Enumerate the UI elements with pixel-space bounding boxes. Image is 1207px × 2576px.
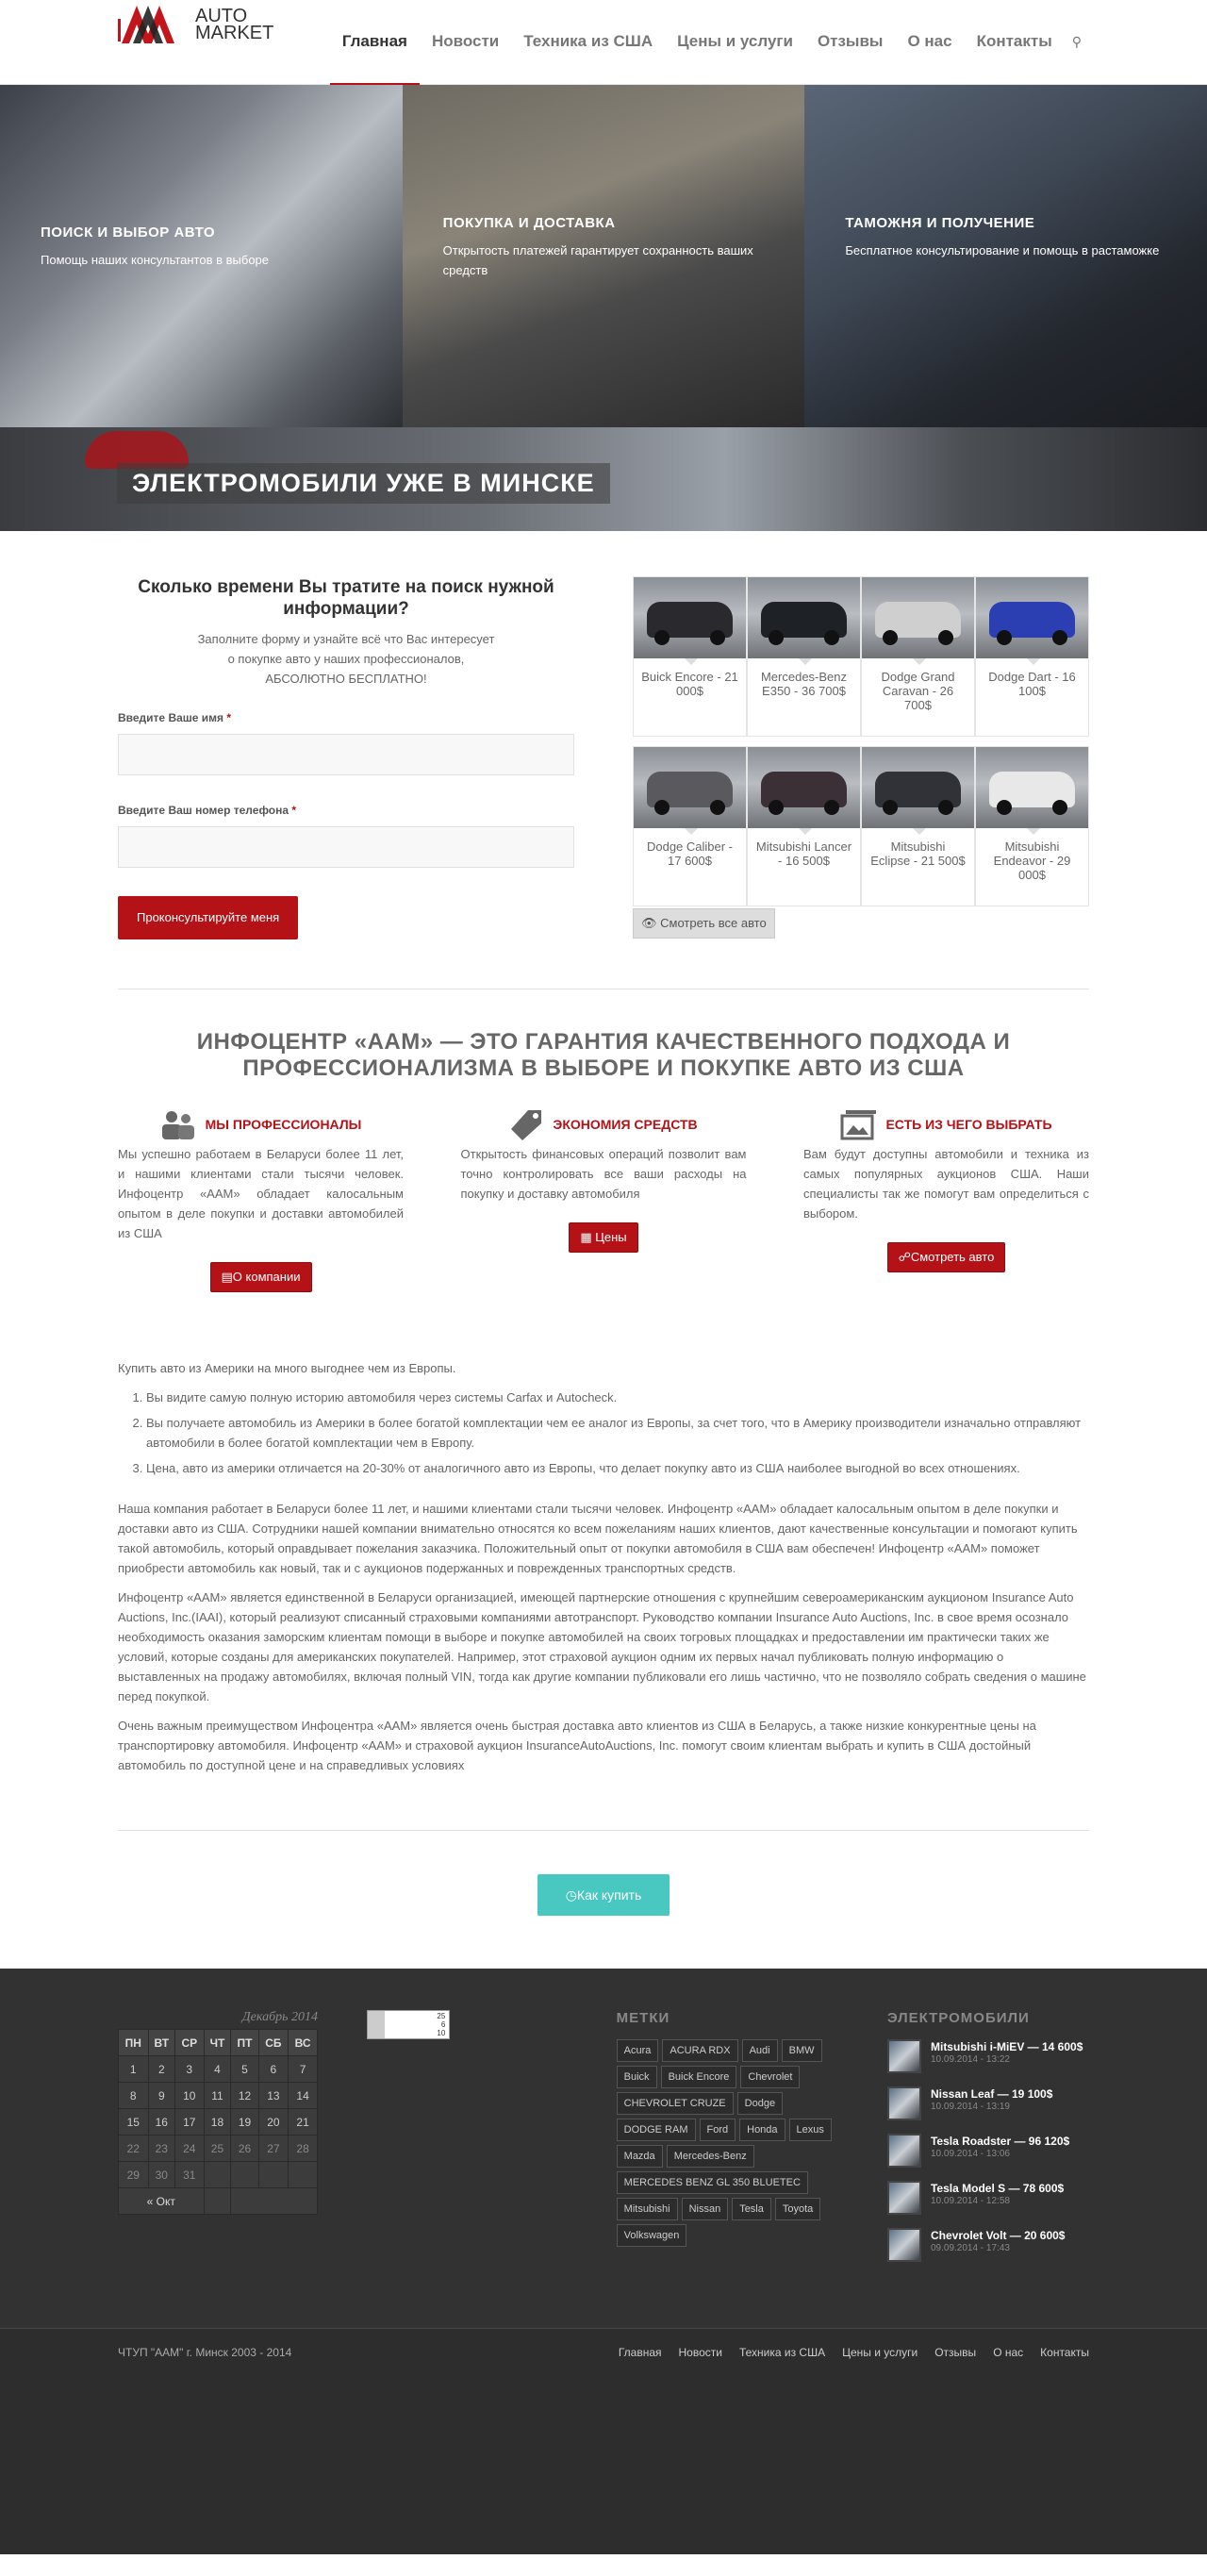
calendar-day: 20 <box>258 2109 289 2136</box>
calendar <box>118 2029 318 2215</box>
nav-prices[interactable]: Цены и услуги <box>677 32 793 50</box>
tag-link[interactable]: Lexus <box>789 2119 832 2141</box>
clock-icon: ◷ <box>565 1887 577 1903</box>
calendar-day: 17 <box>175 2109 204 2136</box>
tag-link[interactable]: Toyota <box>775 2198 820 2220</box>
calendar-day: 1 <box>119 2056 149 2083</box>
nav-home[interactable]: Главная <box>330 0 420 84</box>
calendar-day: 29 <box>119 2162 149 2188</box>
hero-text: Открытость платежей гарантирует сохранность ваших средств <box>442 243 753 277</box>
site-header <box>0 0 1207 85</box>
calendar-day: 21 <box>289 2109 318 2136</box>
calendar-day: 4 <box>204 2056 231 2083</box>
main-nav <box>330 0 1089 84</box>
feature-text: Вам будут доступны автомобили и техника из самых популярных аукционов США. Наши специалисты так же помогут вам определиться с выбором. <box>803 1147 1089 1221</box>
tag-link[interactable]: ACURA RDX <box>662 2039 737 2062</box>
prices-button[interactable]: ▦ Цены <box>569 1222 637 1253</box>
people-icon <box>160 1109 196 1139</box>
calendar-day: 14 <box>289 2083 318 2109</box>
calendar-day <box>204 2162 231 2188</box>
wallet-icon: ▦ <box>580 1230 592 1244</box>
view-cars-button[interactable]: ☍Смотреть авто <box>887 1242 1006 1272</box>
car-card[interactable] <box>633 576 747 737</box>
tag-link[interactable]: Volkswagen <box>617 2224 687 2247</box>
tag-link[interactable]: Honda <box>739 2119 785 2141</box>
feature-text: Открытость финансовых операций позволит вам точно контролировать все ваши расходы на покупку и доставку автомобиля <box>460 1147 747 1201</box>
calendar-widget <box>118 2010 318 2275</box>
footer <box>0 1969 1207 2328</box>
tag-link[interactable]: Mitsubishi <box>617 2198 678 2220</box>
calendar-day: 18 <box>204 2109 231 2136</box>
footer-nav-usa[interactable]: Техника из США <box>738 2346 826 2359</box>
car-photo <box>976 747 1088 828</box>
calendar-day: 8 <box>119 2083 149 2109</box>
article-paragraph: Очень важным преимуществом Инфоцентра «ААМ» является очень быстрая доставка авто клиентов из США в Беларусь, а также низкие конкурентные цены на транспортировку автомобиля. Инфоцентр «ААМ» и страховой аукцион InsuranceAutoAuctions, Inc. помогут своим клиентам выбрать и купить в США достойный автомобиль по доступной цене и на справедливых условиях <box>118 1719 1036 1772</box>
hero-panels <box>0 85 1207 427</box>
car-photo <box>862 747 974 828</box>
calendar-empty <box>204 2188 231 2215</box>
calendar-day: 27 <box>258 2136 289 2162</box>
calendar-day-header: СБ <box>258 2030 289 2056</box>
nav-news[interactable]: Новости <box>431 32 500 50</box>
post-thumbnail <box>887 2134 921 2168</box>
article <box>118 1358 1089 1775</box>
post-thumbnail <box>887 2181 921 2215</box>
tag-link[interactable]: DODGE RAM <box>617 2119 696 2141</box>
car-card[interactable] <box>861 746 975 906</box>
list-item: 2. Вы получаете автомобиль из Америки в более богатой комплектации чем ее аналог из Европы, за счет того, что в Америку производители изначально отправляют автомобили в более богатой комплектации чем в Европу. <box>146 1413 1089 1453</box>
gallery-icon <box>840 1108 876 1140</box>
footer-nav <box>602 2346 1089 2359</box>
tags-widget <box>617 2010 838 2275</box>
post-item[interactable] <box>887 2228 1089 2262</box>
calendar-day: 26 <box>231 2136 258 2162</box>
tag-link[interactable]: Ford <box>700 2119 736 2141</box>
car-caption: Mitsubishi Lancer - 16 500$ <box>755 839 852 868</box>
list-item: 1. Вы видите самую полную историю автомобиля через системы Carfax и Autocheck. <box>146 1388 1089 1407</box>
post-item[interactable] <box>887 2134 1089 2168</box>
view-all-cars-button[interactable]: 👁 Смотреть все авто <box>633 908 775 939</box>
post-thumbnail <box>887 2086 921 2120</box>
calendar-day <box>258 2162 289 2188</box>
tag-link[interactable]: CHEVROLET CRUZE <box>617 2092 734 2115</box>
hero-title: ТАМОЖНЯ И ПОЛУЧЕНИЕ <box>845 215 1035 231</box>
form-title: Сколько времени Вы тратите на поиск нужной информации? <box>138 577 554 619</box>
post-item[interactable] <box>887 2086 1089 2120</box>
calendar-day: 30 <box>148 2162 175 2188</box>
banner-title: ЭЛЕКТРОМОБИЛИ УЖЕ В МИНСКЕ <box>117 463 610 504</box>
tag-link[interactable]: Buick Encore <box>661 2066 737 2088</box>
post-thumbnail <box>887 2228 921 2262</box>
electric-cars-banner[interactable] <box>0 427 1207 531</box>
calendar-day: 23 <box>148 2136 175 2162</box>
tag-link[interactable]: Mercedes-Benz <box>667 2145 754 2168</box>
calendar-day: 19 <box>231 2109 258 2136</box>
calendar-day: 24 <box>175 2136 204 2162</box>
calendar-empty <box>231 2188 318 2215</box>
footer-nav-contacts[interactable]: Контакты <box>1040 2346 1089 2359</box>
calendar-day-header: ВТ <box>148 2030 175 2056</box>
hero-text: Бесплатное консультирование и помощь в растаможке <box>845 243 1160 258</box>
post-item[interactable] <box>887 2181 1089 2215</box>
hero-title: ПОКУПКА И ДОСТАВКА <box>442 215 616 231</box>
hero-title: ПОИСК И ВЫБОР АВТО <box>41 224 216 241</box>
calendar-day-header: ЧТ <box>204 2030 231 2056</box>
eye-icon: 👁 <box>641 916 657 930</box>
how-to-buy-button[interactable]: ◷Как купить <box>537 1874 670 1916</box>
nav-about[interactable]: О нас <box>907 32 952 50</box>
tag-link[interactable]: Tesla <box>732 2198 771 2220</box>
car-card[interactable] <box>975 746 1089 906</box>
car-card[interactable] <box>633 746 747 906</box>
car-icon: ☍ <box>898 1250 911 1264</box>
post-title[interactable]: Mitsubishi i-MiEV — 14 600$ <box>930 2040 1083 2053</box>
calendar-prev-link[interactable]: « Окт <box>119 2188 205 2215</box>
feature-text: Мы успешно работаем в Беларуси более 11 лет, и нашими клиентами стали тысячи человек. Инфоцентр «ААМ» обладает калосальным опытом в деле покупки и доставки автомобилей из США <box>118 1147 404 1240</box>
hero-panel-delivery[interactable] <box>403 85 805 427</box>
article-intro: Купить авто из Америки на много выгоднее чем из Европы. <box>118 1361 456 1375</box>
tag-link[interactable]: Mazda <box>617 2145 663 2168</box>
tag-link[interactable]: Audi <box>742 2039 778 2062</box>
posts-title: ЭЛЕКТРОМОБИЛИ <box>886 2010 1030 2026</box>
consult-form <box>118 576 574 939</box>
price-tag-icon <box>509 1108 543 1140</box>
footer-nav-prices[interactable]: Цены и услуги <box>842 2346 918 2359</box>
car-photo <box>748 747 860 828</box>
posts-widget <box>887 2010 1089 2275</box>
calendar-day-header: ПН <box>119 2030 149 2056</box>
footer-nav-news[interactable]: Новости <box>678 2346 722 2359</box>
car-card[interactable] <box>975 576 1089 737</box>
tag-link[interactable]: Nissan <box>682 2198 729 2220</box>
calendar-day-header: ПТ <box>231 2030 258 2056</box>
calendar-day-header: СР <box>175 2030 204 2056</box>
socket <box>0 2328 1207 2554</box>
name-input[interactable] <box>118 734 574 775</box>
car-photo <box>862 577 974 658</box>
car-photo <box>634 747 746 828</box>
feature-professionals: МЫ ПРОФЕССИОНАЛЫ Мы успешно работаем в Беларуси более 11 лет, и нашими клиентами стали тысячи человек. Инфоцентр «ААМ» обладает калосальным опытом в деле покупки и доставки автомобилей из США ▤О компании <box>118 1108 404 1292</box>
post-date: 10.09.2014 - 13:19 <box>930 2102 1010 2112</box>
calendar-day: 25 <box>204 2136 231 2162</box>
tag-link[interactable]: BMW <box>782 2039 822 2062</box>
car-card[interactable] <box>861 576 975 737</box>
nav-reviews[interactable]: Отзывы <box>817 32 884 50</box>
copyright: ЧТУП "ААМ" г. Минск 2003 - 2014 <box>118 2346 292 2359</box>
calendar-day: 10 <box>175 2083 204 2109</box>
calendar-caption: Декабрь 2014 <box>241 2010 318 2024</box>
info-title: ИНФОЦЕНТР «ААМ» — ЭТО ГАРАНТИЯ КАЧЕСТВЕННОГО ПОДХОДА И ПРОФЕССИОНАЛИЗМА В ВЫБОРЕ И ПОКУПКЕ АВТО ИЗ США <box>196 1029 1011 1081</box>
post-date: 10.09.2014 - 12:58 <box>930 2196 1010 2206</box>
nav-usa-vehicles[interactable]: Техника из США <box>523 32 653 50</box>
calendar-day: 13 <box>258 2083 289 2109</box>
post-date: 09.09.2014 - 17:43 <box>930 2243 1010 2253</box>
calendar-day: 3 <box>175 2056 204 2083</box>
car-caption: Mercedes-Benz E350 - 36 700$ <box>760 670 848 698</box>
post-date: 10.09.2014 - 13:06 <box>930 2149 1010 2159</box>
counter-widget <box>367 2010 567 2275</box>
feature-savings: ЭКОНОМИЯ СРЕДСТВ Открытость финансовых операций позволит вам точно контролировать все ваши расходы на покупку и доставку автомобиля ▦ Цены <box>461 1108 747 1292</box>
name-label: Введите Ваше имя * <box>118 711 232 724</box>
hero-panel-customs[interactable] <box>804 85 1207 427</box>
list-item: 3. Цена, авто из америки отличается на 20-30% от аналогичного авто из Европы, что делает покупку авто из США наиболее выгодной во всех отношениях. <box>146 1458 1089 1478</box>
car-photo <box>748 577 860 658</box>
hero-text: Помощь наших консультантов в выборе <box>41 253 270 267</box>
car-gallery <box>633 576 1089 939</box>
visitor-counter[interactable]: 25 6 10 <box>367 2010 450 2039</box>
tag-link[interactable]: MERCEDES BENZ GL 350 BLUETEC <box>617 2171 808 2194</box>
post-thumbnail <box>887 2039 921 2073</box>
car-card[interactable] <box>747 746 861 906</box>
calendar-day: 7 <box>289 2056 318 2083</box>
car-caption: Dodge Caliber - 17 600$ <box>646 839 734 868</box>
calendar-day: 11 <box>204 2083 231 2109</box>
about-company-button[interactable]: ▤О компании <box>210 1262 312 1292</box>
calendar-day <box>231 2162 258 2188</box>
phone-input[interactable] <box>118 826 574 868</box>
calendar-day: 16 <box>148 2109 175 2136</box>
form-lead: Заполните форму и узнайте всё что Вас интересует о покупке авто у наших профессионалов, АБСОЛЮТНО БЕСПЛАТНО! <box>197 632 495 686</box>
footer-nav-reviews[interactable]: Отзывы <box>934 2346 977 2359</box>
car-caption: Dodge Grand Caravan - 26 700$ <box>881 670 955 712</box>
calendar-day: 6 <box>258 2056 289 2083</box>
tag-link[interactable]: Chevrolet <box>740 2066 800 2088</box>
car-caption: Dodge Dart - 16 100$ <box>988 670 1076 698</box>
car-caption: Mitsubishi Eclipse - 21 500$ <box>870 839 966 868</box>
footer-nav-about[interactable]: О нас <box>993 2346 1024 2359</box>
hero-panel-search[interactable] <box>0 85 403 427</box>
article-paragraph: Инфоцентр «ААМ» является единственной в Беларуси организацией, имеющей партнерские отношения с крупнейшим североамериканским аукционом Insurance Auto Auctions, Inc.(IAAI), который реализуют списанный страховыми компаниями автотранспорт. Руководство компании Insurance Auto Auctions, Inc. в свое время осознало необходимость оказания заморским клиентам помощи в выборе и покупке автомобилей на своих тогровых площадках и предоставлении им практически таких же условий, которые созданы для американских покупателей. Например, этот страховой аукцион одним их первых начал публиковать полную информацию о выставленных на продажу автомобилях, включая полный VIN, тогда как другие компании публиковали его лишь частично, что не позволяло собрать сведения о машине перед покупкой. <box>118 1590 1086 1703</box>
car-photo <box>976 577 1088 658</box>
calendar-day: 28 <box>289 2136 318 2162</box>
search-icon[interactable]: ⚲ <box>1071 34 1082 49</box>
calendar-day: 5 <box>231 2056 258 2083</box>
tags-title: МЕТКИ <box>616 2010 670 2026</box>
logo-text: AUTO MARKET <box>195 6 274 43</box>
document-icon: ▤ <box>221 1270 233 1284</box>
logo[interactable] <box>118 4 273 45</box>
counter-logo-icon <box>368 2011 385 2038</box>
consult-section <box>118 531 1089 939</box>
car-caption: Mitsubishi Endeavor - 29 000$ <box>993 839 1071 882</box>
calendar-day: 15 <box>119 2109 149 2136</box>
tag-link[interactable]: Acura <box>617 2039 659 2062</box>
phone-label: Введите Ваш номер телефона * <box>118 804 297 817</box>
logo-mark-icon <box>118 4 193 45</box>
calendar-day: 22 <box>119 2136 149 2162</box>
calendar-day <box>289 2162 318 2188</box>
post-title[interactable]: Tesla Model S — 78 600$ <box>930 2182 1065 2195</box>
calendar-day-header: ВС <box>289 2030 318 2056</box>
calendar-day: 9 <box>148 2083 175 2109</box>
post-title[interactable]: Chevrolet Volt — 20 600$ <box>930 2229 1066 2242</box>
calendar-day: 12 <box>231 2083 258 2109</box>
car-photo <box>634 577 746 658</box>
article-paragraph: Наша компания работает в Беларуси более 11 лет, и нашими клиентами стали тысячи человек. Инфоцентр «ААМ» обладает калосальным опытом в деле покупки и доставки авто из США. Сотрудники нашей компании внимательно относятся ко всем пожеланиям наших клиентов, дают качественные консультации и помогают купить такой автомобиль, который оправдывает пожелания заказчика. Положительный опыт от покупки автомобиля в США вам обеспечен! Инфоцентр «ААМ» поможет приобрести автомобиль как новый, так и с аукционов подержанных и поврежденных транспортных средств. <box>118 1502 1078 1575</box>
benefits-list <box>146 1388 1089 1478</box>
consult-submit-button[interactable]: Проконсультируйте меня <box>118 896 298 939</box>
footer-nav-home[interactable]: Главная <box>618 2346 662 2359</box>
car-card[interactable] <box>747 576 861 737</box>
features <box>118 1108 1089 1292</box>
tag-link[interactable]: Buick <box>617 2066 657 2088</box>
nav-contacts[interactable]: Контакты <box>976 32 1052 50</box>
post-date: 10.09.2014 - 13:22 <box>930 2054 1010 2065</box>
post-title[interactable]: Tesla Roadster — 96 120$ <box>930 2135 1070 2148</box>
feature-choice: ЕСТЬ ИЗ ЧЕГО ВЫБРАТЬ Вам будут доступны автомобили и техника из самых популярных аукционов США. Наши специалисты так же помогут вам определиться с выбором. ☍Смотреть авто <box>803 1108 1089 1292</box>
post-title[interactable]: Nissan Leaf — 19 100$ <box>930 2087 1053 2101</box>
calendar-day: 2 <box>148 2056 175 2083</box>
tag-link[interactable]: Dodge <box>737 2092 783 2115</box>
post-item[interactable] <box>887 2039 1089 2073</box>
car-caption: Buick Encore - 21 000$ <box>641 670 738 698</box>
calendar-day: 31 <box>175 2162 204 2188</box>
